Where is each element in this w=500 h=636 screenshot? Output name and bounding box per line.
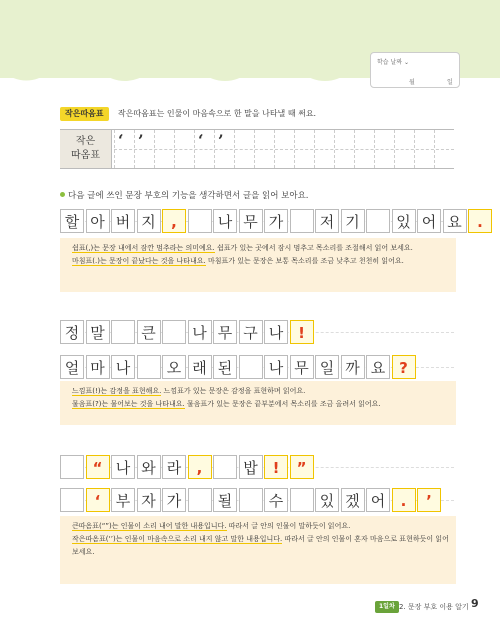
exclamation-explanation-rest: 느낌표가 있는 문장은 감정을 표현하며 읽어요. [161, 387, 306, 395]
character-cell [111, 320, 135, 344]
character-cell: 밥 [239, 455, 263, 479]
double-quote-explanation-rest: 따라서 글 안의 인물이 말하듯이 읽어요. [226, 522, 351, 530]
character-cell: 정 [60, 320, 84, 344]
character-cell: 말 [86, 320, 110, 344]
character-cell: 부 [111, 488, 135, 512]
character-cell [60, 488, 84, 512]
double-quote-explanation-highlight: 큰따옴표(“”)는 인물이 소리 내어 말한 내용입니다. [72, 522, 227, 530]
quote-mark-table [60, 129, 454, 169]
character-cell: 무 [239, 209, 263, 233]
single-quote-explanation-highlight: 작은따옴표(‘’)는 인물이 마음속으로 소리 내지 않고 말한 내용입니다. [72, 535, 283, 543]
double-quote-explanation [72, 520, 452, 533]
character-cell: 오 [162, 355, 186, 379]
character-cell [213, 455, 237, 479]
character-cell: 할 [60, 209, 84, 233]
comma-explanation-rest: 쉼표가 있는 곳에서 잠시 멈추고 목소리를 조절해서 읽어 보세요. [214, 244, 413, 252]
character-cell: 큰 [137, 320, 161, 344]
character-cell: 어 [366, 488, 390, 512]
day-label: 일 [447, 79, 453, 86]
character-cell: 요 [443, 209, 467, 233]
character-cell: 구 [239, 320, 263, 344]
character-cell: 된 [213, 355, 237, 379]
character-cell: 무 [290, 355, 314, 379]
character-cell: 요 [366, 355, 390, 379]
character-cell: 얼 [60, 355, 84, 379]
character-cell: 와 [137, 455, 161, 479]
exclamation-explanation-highlight: 느낌표(!)는 감정을 표현해요. [72, 387, 162, 395]
character-cell [366, 209, 390, 233]
study-date-box [370, 52, 460, 88]
character-cell [239, 488, 263, 512]
section-badge: 작은따옴표 [60, 107, 109, 121]
character-cell: 기 [341, 209, 365, 233]
section-intro: 작은따옴표는 인물이 마음속으로 한 말을 나타낼 때 써요. [118, 109, 317, 118]
question-explanation [72, 398, 452, 411]
character-cell: 마 [86, 355, 110, 379]
character-cell: 라 [162, 455, 186, 479]
character-cell: 가 [162, 488, 186, 512]
character-cell [239, 355, 263, 379]
punctuation-cell: ‘ [86, 488, 110, 512]
quote-mark-sample: ’ [138, 131, 144, 150]
page-number: 9 [471, 597, 479, 610]
character-cell: 있 [392, 209, 416, 233]
practice-grid-guide [114, 149, 454, 150]
character-cell: 버 [111, 209, 135, 233]
character-cell: 무 [213, 320, 237, 344]
character-cell: 일 [315, 355, 339, 379]
table-label [60, 130, 112, 168]
character-cell: 나 [264, 320, 288, 344]
period-explanation-rest: 마침표가 있는 문장은 보통 목소리를 조금 낮추고 천천히 읽어요. [205, 257, 404, 265]
character-cell [162, 320, 186, 344]
explanation-box-2 [60, 381, 456, 425]
character-cell: 자 [137, 488, 161, 512]
character-cell: 나 [111, 355, 135, 379]
character-cell: 저 [315, 209, 339, 233]
period-explanation [72, 255, 452, 268]
punctuation-cell: . [392, 488, 416, 512]
bullet-icon [60, 192, 65, 197]
quote-mark-sample: ’ [218, 131, 224, 150]
comma-explanation [72, 242, 452, 255]
punctuation-cell: ” [290, 455, 314, 479]
question-explanation-highlight: 물음표(?)는 물어보는 것을 나타내요. [72, 400, 185, 408]
comma-explanation-highlight: 쉼표(,)는 문장 내에서 잠깐 멈추라는 의미예요. [72, 244, 215, 252]
character-cell [188, 488, 212, 512]
punctuation-cell: . [468, 209, 492, 233]
character-cell: 될 [213, 488, 237, 512]
character-cell: 가 [264, 209, 288, 233]
period-explanation-highlight: 마침표(.)는 문장이 끝났다는 것을 나타내요. [72, 257, 206, 265]
exclamation-explanation [72, 385, 452, 398]
table-label-line2: 따옴표 [71, 150, 100, 161]
character-cell [188, 209, 212, 233]
character-cell: 수 [264, 488, 288, 512]
punctuation-cell: ’ [417, 488, 441, 512]
character-cell [290, 488, 314, 512]
character-cell: 어 [417, 209, 441, 233]
quote-mark-sample: ‘ [198, 131, 204, 150]
explanation-box-3 [60, 516, 456, 584]
character-cell: 나 [264, 355, 288, 379]
study-date-label: 학습 날짜 ⌄ [377, 59, 410, 66]
day-badge: 1일차 [375, 601, 399, 613]
single-quote-explanation-rest: 따라서 글 안의 인물이 혼자 마음으로 표현하듯이 읽어 보세요. [72, 535, 449, 556]
character-cell: 나 [111, 455, 135, 479]
question-explanation-rest: 물음표가 있는 문장은 끝부분에서 목소리를 조금 올려서 읽어요. [184, 400, 381, 408]
instruction-text: 다음 글에 쓰인 문장 부호의 기능을 생각하면서 글을 읽어 보아요. [68, 191, 309, 201]
table-label-line1: 작은 [75, 136, 96, 147]
chapter-title: 2. 문장 부호 이용 알기 [399, 603, 469, 611]
punctuation-cell: ! [290, 320, 314, 344]
character-cell: 지 [137, 209, 161, 233]
chevron-down-icon: ⌄ [404, 59, 410, 66]
explanation-box-1 [60, 238, 456, 292]
character-cell [137, 355, 161, 379]
punctuation-cell: ? [392, 355, 416, 379]
character-cell: 까 [341, 355, 365, 379]
quote-mark-sample: ‘ [118, 131, 124, 150]
character-cell: 겠 [341, 488, 365, 512]
punctuation-cell: ! [264, 455, 288, 479]
single-quote-explanation [72, 533, 452, 559]
punctuation-cell: “ [86, 455, 110, 479]
character-cell: 나 [188, 320, 212, 344]
punctuation-cell: , [162, 209, 186, 233]
character-cell: 아 [86, 209, 110, 233]
character-cell [290, 209, 314, 233]
month-label: 월 [409, 79, 415, 86]
character-cell [60, 455, 84, 479]
character-cell: 나 [213, 209, 237, 233]
punctuation-cell: , [188, 455, 212, 479]
character-cell: 있 [315, 488, 339, 512]
character-cell: 래 [188, 355, 212, 379]
